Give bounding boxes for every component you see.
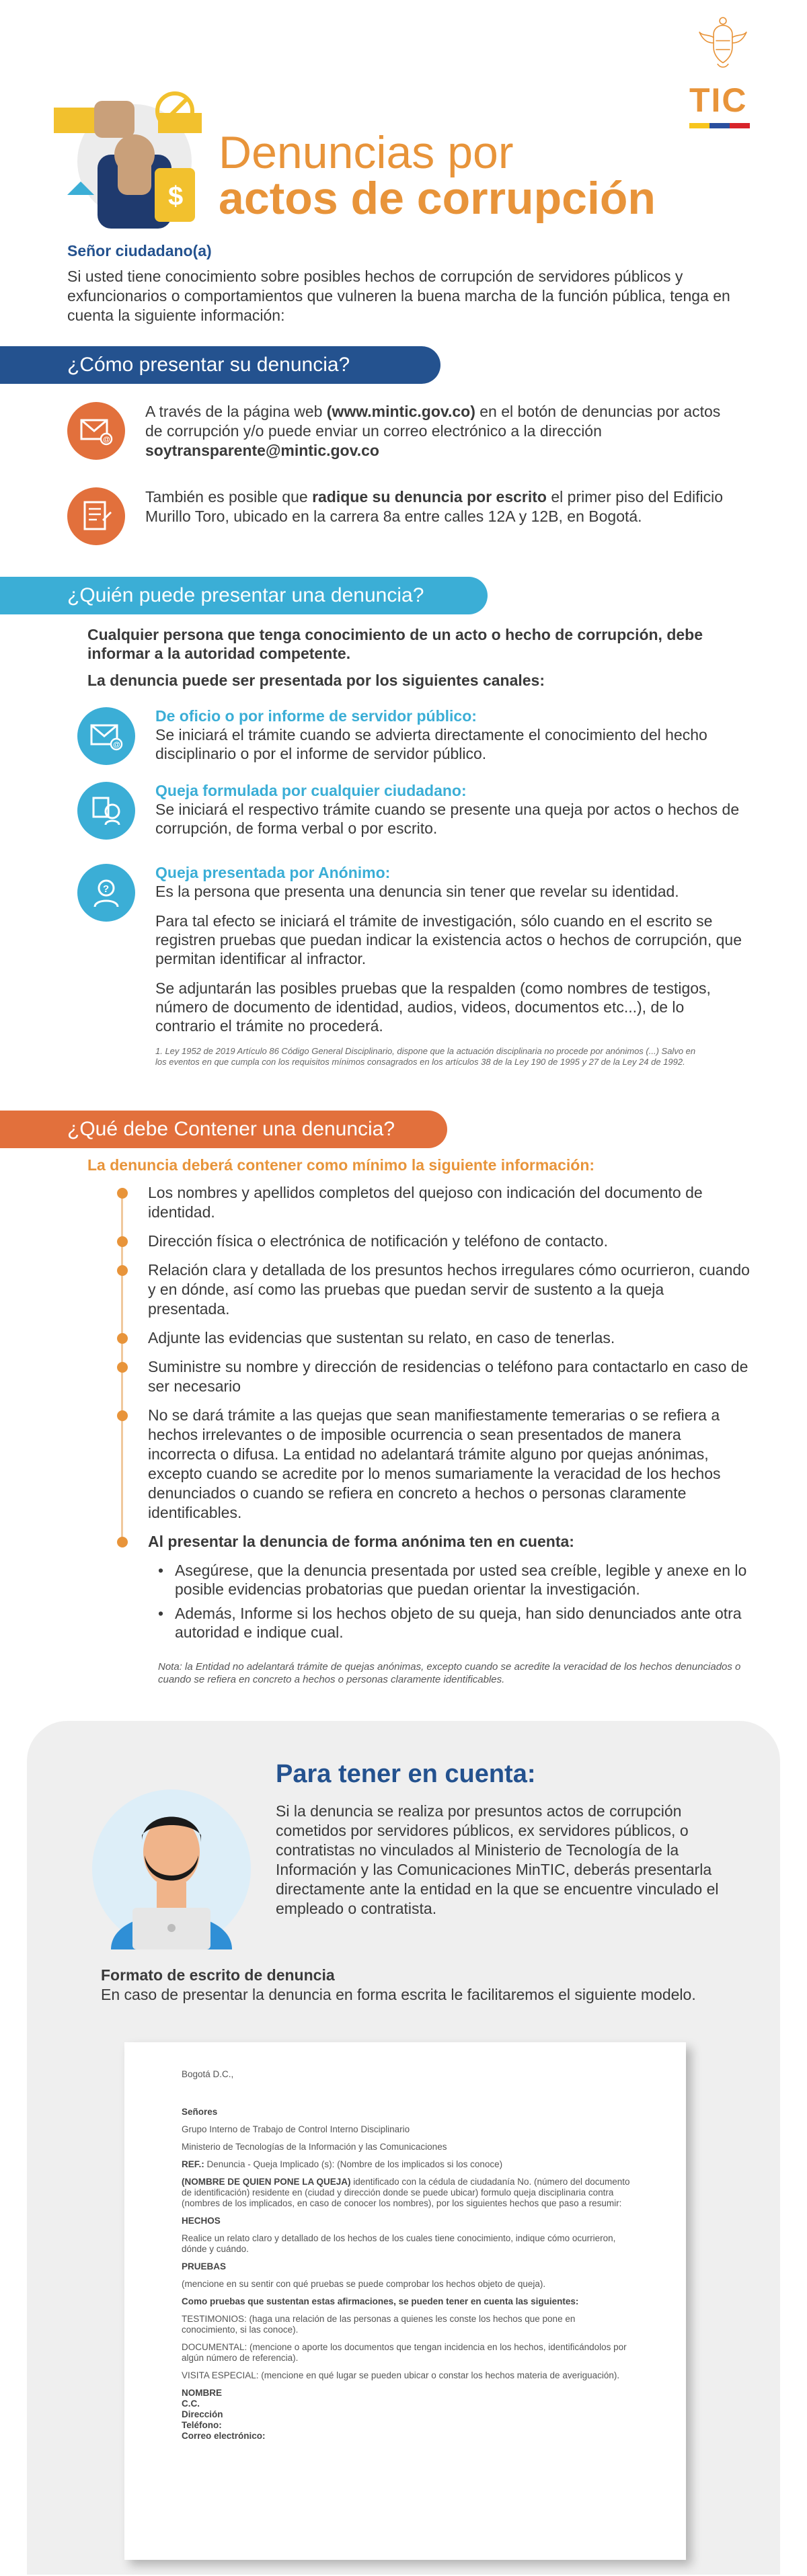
citizen-complaint-icon [77, 782, 135, 840]
who-intro-2: La denuncia puede ser presentada por los siguientes canales: [87, 672, 545, 689]
how-writing-post: el primer piso del Edificio Murillo Toro, ubicado en la carrera 8a entre calles 12A y 12B, en Bogotá. [145, 488, 724, 525]
channel-anonimo-body [155, 864, 747, 1068]
letter-sig-address: Dirección [182, 2409, 223, 2419]
list-item: No se dará trámite a las quejas que sean manifiestamente temerarias o se refiera a hechos irrelevantes o de imposible ocurrencia o sean presentados de manera incorrecta o difusa. La entidad no adelantará trámite alguno por quejas anónimas, excepto cuando se acredite por lo menos sumariamente la veracidad de los hechos denunciados o cuando se refiera en concreto a hechos o personas claramente identificables. [111, 1406, 750, 1523]
how-item-web [67, 402, 740, 460]
letter-documental: DOCUMENTAL: (mencione o aporte los documentos que tengan incidencia en los hechos, identificándolos por algún número de referencia). [182, 2342, 627, 2363]
email-icon [67, 402, 125, 460]
list-item: Suministre su nombre y dirección de residencias o teléfono para contactarlo en caso de ser necesario [111, 1357, 750, 1396]
anon-para-2: Se adjuntarán las posibles pruebas que la respalden (como nombres de testigos, número de documento de identidad, audios, videos, documentos etc...), de lo contrario el trámite no procederá. [155, 979, 711, 1035]
letter-city: Bogotá D.C., [182, 2069, 234, 2079]
page-title-line2: actos de corrupción [219, 173, 656, 224]
format-text: En caso de presentar la denuncia en forma escrita le facilitaremos el siguiente modelo. [101, 1986, 696, 2003]
corruption-illustration [54, 81, 208, 229]
how-item-writing [67, 487, 740, 545]
section-how-title: ¿Cómo presentar su denuncia? [67, 354, 350, 376]
section-who-title: ¿Quién puede presentar una denuncia? [67, 584, 424, 606]
intro-greeting: Señor ciudadano(a) [67, 242, 212, 259]
channel-ciudadano-title: Queja formulada por cualquier ciudadano: [155, 782, 467, 799]
section-who-banner [0, 577, 488, 614]
requirements-list [111, 1183, 750, 1647]
email-icon [77, 707, 135, 765]
letter-sig-name: NOMBRE [182, 2388, 222, 2398]
intro [67, 242, 753, 325]
how-writing-bold: radique su denuncia por escrito [312, 488, 547, 506]
anonymous-user-icon [77, 864, 135, 922]
how-item-web-text [145, 402, 740, 460]
avatar [91, 1788, 252, 1949]
tip-text: Si la denuncia se realiza por presuntos actos de corrupción cometidos por servidores públicos, ex servidores públicos, o contratistas no vinculados al Ministerio de Tecnología de la Información y las Comunicaciones MinTIC, deberás presentarla directamente ante la entidad en la que se encuentre vinculado el empleado o contratista. [276, 1802, 719, 1917]
channel-oficio-text: Se iniciará el trámite cuando se advierta directamente el conocimiento del hecho disciplinario o por el informe de servidor público. [155, 726, 707, 762]
list-item: • Además, Informe si los hechos objeto de su queja, han sido denunciados ante otra autoridad e indique cual. [158, 1605, 742, 1641]
channel-oficio [77, 707, 750, 765]
transparency-email-link[interactable]: soytransparente@mintic.gov.co [145, 442, 379, 459]
channel-oficio-title: De oficio o por informe de servidor público: [155, 707, 477, 725]
mintic-url-link[interactable]: (www.mintic.gov.co) [326, 403, 475, 420]
letter-sig-email: Correo electrónico: [182, 2431, 266, 2441]
document-icon [67, 487, 125, 545]
letter-line2: Ministerio de Tecnologías de la Información y las Comunicaciones [182, 2142, 447, 2152]
format-title: Formato de escrito de denuncia [101, 1966, 335, 1984]
channel-anonimo [77, 864, 750, 1068]
page-title-line1: Denuncias por [219, 127, 514, 178]
anon-section-title: Al presentar la denuncia de forma anónima ten en cuenta: [111, 1532, 750, 1552]
colombia-shield-icon [693, 15, 753, 82]
svg-text:@: @ [113, 741, 120, 749]
channel-ciudadano [77, 782, 750, 840]
letter-hechos-text: Realice un relato claro y detallado de los hechos de los cuales tiene conocimiento, indique cómo ocurrieron, dónde y cuándo. [182, 2233, 616, 2254]
colombia-flag-bar [689, 123, 750, 128]
how-writing-pre: También es posible que [145, 488, 313, 506]
list-item: Dirección física o electrónica de notificación y teléfono de contacto. [111, 1232, 750, 1251]
letter-template [124, 2042, 686, 2560]
letter-sig-cc: C.C. [182, 2399, 200, 2409]
letter-testimonios: TESTIMONIOS: (haga una relación de las personas a quienes les conste los hechos que pone en conocimiento, si las conoce). [182, 2314, 576, 2335]
channel-ciudadano-body [155, 782, 750, 840]
tip-title: Para tener en cuenta: [276, 1760, 536, 1788]
list-item: Adjunte las evidencias que sustentan su relato, en caso de tenerlas. [111, 1328, 750, 1348]
who-intro-1: Cualquier persona que tenga conocimiento de un acto o hecho de corrupción, debe informar a la autoridad competente. [87, 626, 703, 662]
footnote: 1. Ley 1952 de 2019 Artículo 86 Código General Disciplinario, dispone que la actuación disciplinaria no procede por anónimos (...) Salvo en los eventos en que cumpla con los requisitos mínimos consagrados en los artículos 38 de la Ley 190 de 1995 y 27 de la Ley 24 de 1992. [155, 1046, 696, 1067]
svg-text:?: ? [103, 883, 110, 895]
list-item: Los nombres y apellidos completos del quejoso con indicación del documento de identidad. [111, 1183, 750, 1222]
svg-text:$: $ [168, 182, 184, 211]
anon-note: Nota: la Entidad no adelantará trámite de quejas anónimas, excepto cuando se acredite la veracidad de los hechos denunciados o cuando se refiera en concreto a hechos o personas claramente identificables. [158, 1661, 741, 1685]
letter-pruebas: PRUEBAS [182, 2261, 227, 2271]
section-what-title: ¿Qué debe Contener una denuncia? [67, 1118, 395, 1140]
channel-oficio-body [155, 707, 750, 765]
tic-logo-text: TIC [689, 81, 748, 119]
who-intro [87, 625, 740, 690]
list-item: • Asegúrese, que la denuncia presentada por usted sea creíble, legible y anexe en lo posible evidencias probatorias que puedan orientar la investigación. [158, 1562, 747, 1598]
letter-como: Como pruebas que sustentan estas afirmaciones, se pueden tener en cuenta las siguientes: [182, 2296, 579, 2306]
anon-para-1: Para tal efecto se iniciará el trámite de investigación, sólo cuando en el escrito se registren pruebas que puedan indicar la existencia actos o hechos de corrupción, que permitan identificar al infractor. [155, 912, 742, 967]
header [0, 0, 807, 235]
section-how-banner [0, 346, 440, 384]
how-web-pre: A través de la página web [145, 403, 327, 420]
letter-line1: Grupo Interno de Trabajo de Control Interno Disciplinario [182, 2124, 410, 2134]
letter-pruebas-text: (mencione en su sentir con qué pruebas se puede comprobar los hechos objeto de queja). [182, 2279, 546, 2289]
intro-text: Si usted tiene conocimiento sobre posibles hechos de corrupción de servidores públicos y exfuncionarios o comportamientos que vulneren la buena marcha de la función pública, tenga en cuenta la siguiente información: [67, 268, 730, 324]
letter-hechos: HECHOS [182, 2216, 221, 2226]
letter-ref: REF.: Denuncia - Queja Implicado (s): (Nombre de los implicados si los conoce) [182, 2159, 503, 2169]
channel-ciudadano-text: Se iniciará el respectivo trámite cuando se presente una queja por actos o hechos de corrupción, de forma verbal o por escrito. [155, 801, 740, 837]
letter-name-paragraph: (NOMBRE DE QUIEN PONE LA QUEJA) identificado con la cédula de ciudadanía No. (número del documento de identificación) residente en (ciudad y dirección donde se puede ubicar) formulo queja disciplinaria contra (nombres de los implicados, en caso de conocer los nombres), por los siguientes hechos que paso a resumir: [182, 2177, 630, 2208]
letter-visita: VISITA ESPECIAL: (mencione en qué lugar se pueden ubicar o constar los hechos materia de averiguación). [182, 2370, 620, 2380]
what-subtitle: La denuncia deberá contener como mínimo la siguiente información: [87, 1156, 595, 1174]
letter-senores: Señores [182, 2107, 218, 2117]
list-item: Relación clara y detallada de los presuntos hechos irregulares cómo ocurrieron, cuando y en dónde, así como las pruebas que puedan servir de sustento a la queja presentada. [111, 1260, 750, 1319]
how-item-writing-text [145, 487, 740, 545]
letter-sig-phone: Teléfono: [182, 2420, 222, 2430]
channel-anonimo-title: Queja presentada por Anónimo: [155, 864, 391, 881]
svg-text:@: @ [103, 436, 110, 444]
section-what-banner [0, 1111, 447, 1148]
how-web-mid: en el botón de denuncias por actos de corrupción y/o puede enviar un correo electrónico a la dirección [145, 403, 721, 440]
channel-anonimo-text: Es la persona que presenta una denuncia sin tener que revelar su identidad. [155, 883, 679, 900]
